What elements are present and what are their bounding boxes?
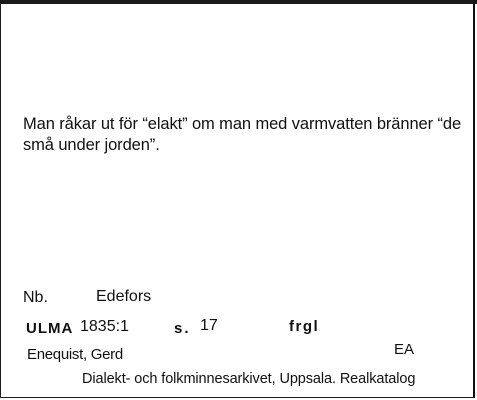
page-number: 17 bbox=[200, 317, 218, 334]
type-code: frgl bbox=[289, 318, 320, 335]
card-text-line-2: små under jorden”. bbox=[23, 136, 160, 154]
card-text-line-1: Man råkar ut för “elakt” om man med varmvatten bränner “de bbox=[23, 115, 462, 133]
card-top-border bbox=[0, 0, 477, 4]
collector-name: Enequist, Gerd bbox=[27, 346, 123, 363]
card-text bbox=[23, 114, 463, 156]
page-label: s. bbox=[174, 320, 191, 337]
place-name: Edefors bbox=[96, 288, 152, 305]
recorder-initials: EA bbox=[394, 341, 415, 358]
archive-code: ULMA bbox=[26, 320, 74, 337]
nb-label: Nb. bbox=[23, 289, 48, 306]
archive-footer: Dialekt- och folkminnesarkivet, Uppsala. Realkatalog bbox=[82, 371, 416, 387]
record-number: 1835:1 bbox=[80, 318, 129, 335]
